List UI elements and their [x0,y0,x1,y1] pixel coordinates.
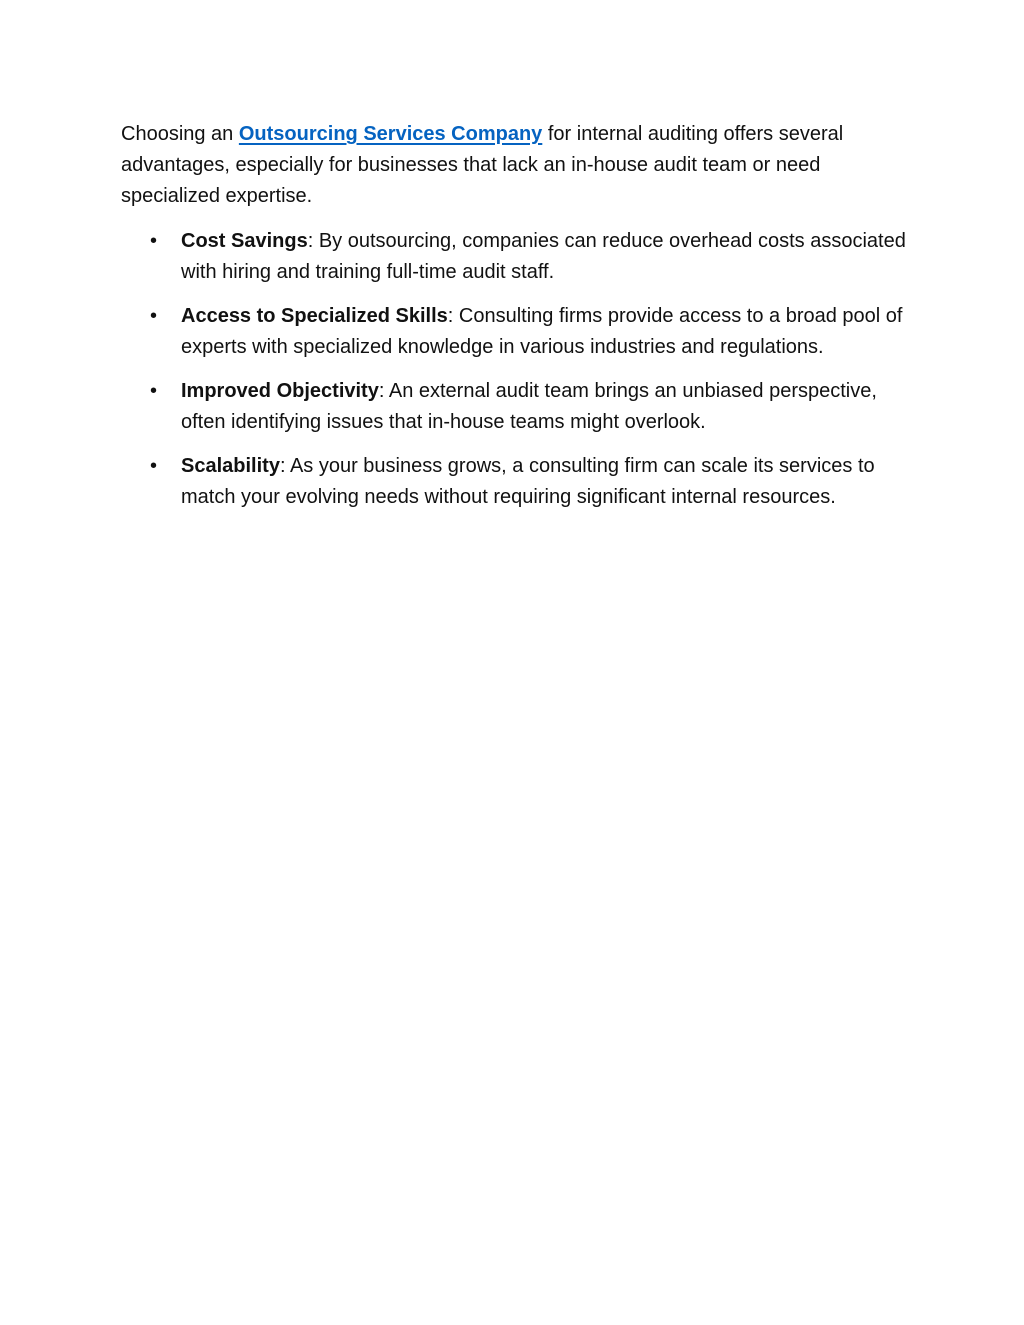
document-page [121,119,911,526]
bullet-icon: • [150,305,158,327]
bullet-icon: • [150,380,158,402]
bullet-icon: • [150,455,158,477]
intro-paragraph [121,119,911,212]
benefit-text: : Consulting firms provide access to a broad pool of experts with specialized knowledge in various industries and regulations. [181,305,903,358]
benefits-list [121,226,911,512]
benefit-text: : By outsourcing, companies can reduce overhead costs associated with hiring and training full-time audit staff. [181,230,906,283]
bullet-icon: • [150,230,158,252]
benefit-term: Improved Objectivity [181,380,379,402]
benefit-text: : An external audit team brings an unbiased perspective, often identifying issues that in-house teams might overlook. [181,380,877,433]
list-item-scalability [121,451,911,512]
benefit-term: Scalability [181,455,280,477]
list-item-specialized-skills [121,301,911,362]
outsourcing-services-company-link[interactable]: Outsourcing Services Company [238,123,543,145]
list-item-improved-objectivity [121,376,911,437]
benefit-text: : As your business grows, a consulting firm can scale its services to match your evolving needs without requiring significant internal resources. [181,455,875,508]
benefit-term: Access to Specialized Skills [181,305,448,327]
benefit-term: Cost Savings [181,230,308,252]
list-item-cost-savings [121,226,911,287]
intro-prefix: Choosing an [121,123,239,145]
intro-suffix: for internal auditing offers several advantages, especially for businesses that lack an in-house audit team or need specialized expertise. [121,123,844,207]
